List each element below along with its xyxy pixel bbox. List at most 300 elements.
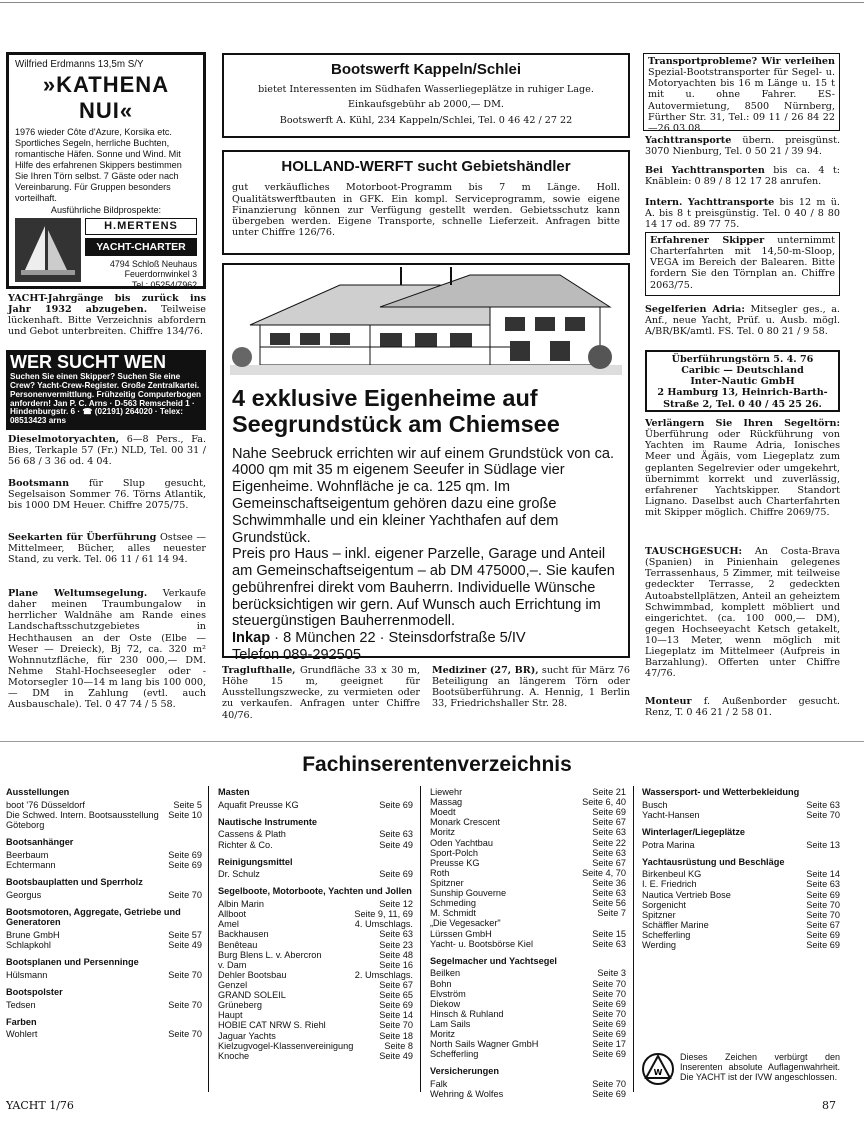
index-entry-page: Seite 14 bbox=[806, 869, 840, 880]
index-entry bbox=[430, 868, 626, 878]
index-entry-name: Sorgenicht bbox=[642, 899, 686, 910]
caribic-ad bbox=[645, 350, 840, 412]
index-entry-page: Seite 5 bbox=[173, 799, 202, 810]
index-entry-page: Seite 70 bbox=[806, 899, 840, 910]
inkap-name: Inkap bbox=[232, 630, 271, 647]
index-section-heading: Versicherungen bbox=[430, 1066, 499, 1077]
index-entry-page: Seite 69 bbox=[592, 807, 626, 818]
index-entry-page: Seite 70 bbox=[806, 809, 840, 820]
caribic-l4: 2 Hamburg 13, Heinrich-Barth-Straße 2, Tel. 0 40 / 45 25 26. bbox=[657, 387, 828, 410]
index-entry-name: Moritz bbox=[430, 827, 456, 838]
holland-ad bbox=[222, 150, 630, 255]
index-entry bbox=[642, 810, 840, 820]
skipper-ad bbox=[645, 232, 840, 296]
index-entry bbox=[6, 810, 202, 830]
caribic-l1: Überführungstörn 5. 4. 76 bbox=[671, 354, 814, 365]
index-entry-page: Seite 49 bbox=[168, 940, 202, 951]
index-entry-page: Seite 49 bbox=[379, 839, 413, 850]
index-entry-name: Spitzner bbox=[430, 877, 464, 888]
index-entry-page: Seite 49 bbox=[379, 1050, 413, 1061]
index-col-4 bbox=[642, 780, 840, 950]
index-entry-name: Burg Blens L. v. Abercron bbox=[218, 949, 322, 960]
kathena-title: »KATHENA NUI« bbox=[42, 72, 170, 123]
tausch-ad bbox=[645, 546, 840, 680]
index-entry-name: Moritz bbox=[430, 1029, 456, 1040]
mediziner-text: sucht für März 76 Beteiligung an längerem Törn oder Bootsüberführung. A. Hennig, 1 Berlin 33, Friedrichshaller Str. 28. bbox=[432, 665, 630, 710]
index-entry-name: North Sails Wagner GmbH bbox=[430, 1039, 539, 1050]
index-entry bbox=[430, 888, 626, 898]
index-entry-page: Seite 48 bbox=[379, 949, 413, 960]
index-entry-name: Lürssen GmbH bbox=[430, 928, 492, 939]
index-entry-page: Seite 69 bbox=[806, 889, 840, 900]
index-section-heading: Farben bbox=[6, 1016, 37, 1027]
index-entry-name: Beilken bbox=[430, 968, 461, 979]
adria-bold: Segelferien Adria: bbox=[645, 304, 745, 315]
index-section-heading: Yachtausrüstung und Beschläge bbox=[642, 856, 785, 867]
index-entry-page: Seite 69 bbox=[168, 859, 202, 870]
index-entry bbox=[642, 879, 840, 889]
index-entry-name: Bohn bbox=[430, 978, 452, 989]
kathena-body: 1976 wieder Côte d'Azure, Korsika etc. Sportliches Segeln, herrliche Buchten, romantische Häfen. Sonne und Wind. Mit Hilfe des erfahrenen Skippers bestimmen Sie Ihren Törn selbst. 7 Gäste oder nach Vereinbarung. Für Gruppen besonders vorteilhaft. bbox=[15, 127, 182, 203]
index-entry bbox=[218, 970, 413, 980]
diesel-text: 6—8 Pers., Fa. Bies, Terkaple 57 (Fr.) NLD, Tel. 00 31 / 56 68 / 3 36 od. 4 04. bbox=[8, 434, 206, 468]
index-entry bbox=[430, 939, 626, 949]
index-entry-page: Seite 3 bbox=[597, 968, 626, 979]
index-entry bbox=[218, 919, 413, 929]
index-entry-name: Wehring & Wolfes bbox=[430, 1089, 504, 1100]
index-section-heading: Wassersport- und Wetterbekleidung bbox=[642, 787, 800, 797]
index-entry-page: Seite 70 bbox=[379, 1020, 413, 1031]
index-entry-page: Seite 67 bbox=[592, 817, 626, 828]
mertens-logo-text: H.MERTENS bbox=[85, 218, 197, 235]
mediziner-bold: Mediziner (27, BR), bbox=[432, 665, 539, 676]
index-section-heading: Segelmacher und Yachtsegel bbox=[430, 955, 557, 966]
index-entry-name: Beerbaum bbox=[6, 849, 49, 860]
index-entry-page: Seite 70 bbox=[168, 969, 202, 980]
index-entry bbox=[430, 999, 626, 1009]
index-entry bbox=[430, 908, 626, 918]
index-entry bbox=[430, 968, 626, 978]
index-entry bbox=[430, 787, 626, 797]
index-section-heading: Ausstellungen bbox=[6, 787, 70, 797]
index-entry-page: Seite 69 bbox=[379, 799, 413, 810]
index-entry-page: Seite 63 bbox=[806, 799, 840, 810]
plane-bold: Plane Weltumsegelung. bbox=[8, 588, 148, 599]
index-entry bbox=[6, 860, 202, 870]
skipper-bold: Erfahrener Skipper bbox=[650, 235, 765, 246]
index-entry-name: Tedsen bbox=[6, 999, 36, 1010]
index-entry bbox=[218, 990, 413, 1000]
kathena-prospekt: Ausführliche Bildprospekte: bbox=[50, 204, 162, 215]
index-entry-page: Seite 17 bbox=[592, 1039, 626, 1050]
index-entry-page: Seite 21 bbox=[592, 787, 626, 797]
index-entry-name: Preusse KG bbox=[430, 857, 480, 868]
index-entry-page: Seite 70 bbox=[168, 1029, 202, 1040]
index-entry-page: Seite 23 bbox=[379, 939, 413, 950]
index-entry-page: Seite 65 bbox=[379, 990, 413, 1001]
index-entry-page: Seite 69 bbox=[592, 1029, 626, 1040]
index-entry bbox=[218, 840, 413, 850]
index-entry-name: Backhausen bbox=[218, 929, 269, 940]
index-entry-name: Kielzugvogel-Klassenvereinigung bbox=[218, 1040, 354, 1051]
chiemsee-body2: Preis pro Haus – inkl. eigener Parzelle, Garage und Anteil am Gemeinschaftseigentum – ab DM 475000,–. Sie kaufen gebührenfrei direkt vom Bauherrn. Individuelle Wünsche berücksichtigen wir gern. Auf Wunsch auch Errichtung im steuergünstigen Bauherrenmodell. bbox=[232, 546, 615, 630]
index-entry bbox=[642, 920, 840, 930]
index-col-3 bbox=[430, 780, 626, 1099]
index-section-heading: Masten bbox=[218, 787, 250, 797]
index-entry-page: Seite 16 bbox=[379, 959, 413, 970]
diesel-ad bbox=[8, 434, 206, 467]
index-entry-name: Busch bbox=[642, 799, 668, 810]
index-title: Fachinserentenverzeichnis bbox=[302, 753, 572, 776]
index-entry bbox=[642, 910, 840, 920]
index-entry-name: v. Dam bbox=[218, 959, 247, 970]
index-entry-name: Haupt bbox=[218, 1010, 243, 1021]
index-entry-page: Seite 13 bbox=[806, 839, 840, 850]
index-entry-page: Seite 10 bbox=[168, 809, 202, 820]
index-entry-name: HOBIE CAT NRW S. Riehl bbox=[218, 1020, 326, 1031]
index-entry-name: Benêteau bbox=[218, 939, 258, 950]
index-entry-page: Seite 8 bbox=[384, 1040, 413, 1051]
index-entry bbox=[430, 1079, 626, 1089]
index-entry bbox=[642, 890, 840, 900]
index-entry bbox=[430, 848, 626, 858]
index-entry bbox=[218, 829, 413, 839]
index-entry bbox=[6, 930, 202, 940]
index-entry-page: Seite 63 bbox=[592, 938, 626, 949]
index-entry bbox=[218, 940, 413, 950]
kappeln-ad bbox=[222, 53, 630, 138]
ivw-icon bbox=[642, 1052, 674, 1086]
index-entry bbox=[218, 929, 413, 939]
index-entry-name: GRAND SOLEIL bbox=[218, 990, 286, 1001]
index-entry-page: Seite 69 bbox=[379, 1000, 413, 1011]
diesel-bold: Dieselmotoryachten, bbox=[8, 434, 120, 445]
index-entry bbox=[642, 840, 840, 850]
index-entry-name: Sunship Gouverne bbox=[430, 888, 507, 899]
index-entry bbox=[218, 909, 413, 919]
index-entry bbox=[430, 898, 626, 908]
index-entry-page: Seite 69 bbox=[592, 1089, 626, 1100]
traglufthalle-bold: Traglufthalle, bbox=[222, 665, 296, 676]
index-entry-page: Seite 69 bbox=[592, 1018, 626, 1029]
yacht-jahrgaenge-text: Teilweise lückenhaft. Bitte Verzeichnis abfordern und Gebot unterbreiten. Chiffre 134/76. bbox=[8, 304, 206, 338]
index-entry-page bbox=[622, 918, 626, 928]
index-entry-name: Schefferling bbox=[642, 930, 691, 940]
footer-left: YACHT 1/76 bbox=[6, 1099, 74, 1112]
chiemsee-contact bbox=[232, 630, 620, 647]
index-section-heading: Winterlager/Liegeplätze bbox=[642, 826, 746, 837]
index-col-2 bbox=[218, 780, 413, 1061]
ivw-text: Dieses Zeichen verbürgt den Inserenten absolute Auflagenwahrheit. Die YACHT ist der IVW angeschlossen. bbox=[680, 1052, 840, 1083]
index-entry-name: Wohlert bbox=[6, 1029, 38, 1040]
index-entry-name: Albin Marin bbox=[218, 899, 264, 910]
house-illustration bbox=[230, 267, 622, 375]
index-entry-page: 2. Umschlags. bbox=[354, 969, 413, 980]
index-entry bbox=[642, 869, 840, 879]
index-entry-name: Hinsch & Ruhland bbox=[430, 1008, 504, 1019]
index-entry-page: Seite 70 bbox=[592, 1079, 626, 1090]
chiemsee-body: Nahe Seebruck errichten wir auf einem Grundstück von ca. 4000 qm mit 35 m eigenem Seeufer in Südlage vier Eigenheime. Wohnfläche je ca. 125 qm. Im Gemeinschaftseigentum gehören dazu eine große Schwimmhalle und ein kleiner Yachthafen auf dem Grundstück. bbox=[232, 445, 615, 546]
index-entry-name: Lam Sails bbox=[430, 1018, 471, 1029]
index-entry bbox=[430, 1029, 626, 1039]
transport-bold: Transportprobleme? Wir verleihen bbox=[648, 56, 835, 67]
index-entry-page: Seite 6, 40 bbox=[582, 797, 626, 808]
index-entry bbox=[430, 918, 626, 928]
yachttransporte-bold: Yachttransporte bbox=[645, 135, 732, 146]
index-entry-name: Richter & Co. bbox=[218, 839, 273, 850]
index-entry-name: Monark Crescent bbox=[430, 817, 500, 828]
seekarten-text: Ostsee — Mittelmeer, Bücher, alles neuester Stand, zu verk. Tel. 06 11 / 61 14 94. bbox=[8, 532, 206, 566]
index-entry-name: Die Schwed. Intern. Bootsausstellung Göteborg bbox=[6, 809, 159, 830]
index-entry-name: Hülsmann bbox=[6, 969, 48, 980]
index-entry-name: „Die Vegesacker" bbox=[430, 918, 501, 929]
index-entry-page: Seite 63 bbox=[379, 829, 413, 840]
wer-sucht-title: WER SUCHT WEN bbox=[10, 352, 166, 372]
caribic-l3: Inter-Nautic GmbH bbox=[690, 376, 795, 388]
index-entry bbox=[642, 900, 840, 910]
index-entry-page: Seite 56 bbox=[592, 898, 626, 909]
wer-sucht-ad bbox=[6, 350, 206, 430]
index-entry bbox=[6, 1000, 202, 1010]
index-section-heading: Bootsanhänger bbox=[6, 837, 74, 847]
bei-yacht-bold: Bei Yachttransporten bbox=[645, 165, 765, 176]
index-entry-page: Seite 15 bbox=[592, 928, 626, 939]
index-entry-page: Seite 69 bbox=[806, 930, 840, 940]
index-entry-name: Falk bbox=[430, 1079, 448, 1090]
index-entry bbox=[430, 929, 626, 939]
index-entry-page: Seite 63 bbox=[379, 929, 413, 940]
kathena-ad bbox=[6, 52, 206, 289]
index-entry bbox=[430, 989, 626, 999]
index-divider-3 bbox=[633, 786, 634, 1092]
yachttransporte-ad bbox=[645, 135, 840, 157]
intern-text: bis 12 m ü. A. bis 8 t preisgünstig. Tel. 0 40 / 8 80 14 17 od. 89 77 75. bbox=[645, 197, 840, 231]
index-entry-name: Knoche bbox=[218, 1050, 250, 1061]
chiemsee-headline: 4 exklusive Eigenheime auf Seegrundstück am Chiemsee bbox=[232, 385, 560, 438]
bei-yacht-text: bis ca. 4 t: Knäblein: 0 89 / 8 12 17 28 anrufen. bbox=[645, 165, 841, 188]
index-entry-page: Seite 70 bbox=[592, 978, 626, 989]
seekarten-bold: Seekarten für Überführung bbox=[8, 532, 157, 543]
mertens-charter: YACHT-CHARTER bbox=[85, 238, 197, 256]
index-entry bbox=[430, 1019, 626, 1029]
monteur-text: f. Außenborder gesucht. Renz, T. 0 46 21 / 2 58 01. bbox=[645, 696, 840, 719]
index-entry-name: Schmeding bbox=[430, 898, 476, 909]
index-entry-name: Genzel bbox=[218, 980, 248, 990]
bei-yachttransporten-ad bbox=[645, 165, 840, 187]
house-drawing-icon bbox=[230, 267, 622, 375]
index-divider-2 bbox=[420, 786, 421, 1092]
index-entry bbox=[430, 797, 626, 807]
index-entry-name: Grüneberg bbox=[218, 1000, 262, 1011]
traglufthalle-text: Grundfläche 33 x 30 m, Höhe 15 m, geeignet für Ausstellungszwecke, zu vermieten oder zu verkaufen. Anfragen unter Chiffre 40/76. bbox=[222, 665, 420, 721]
holland-body: gut verkäufliches Motorboot-Programm bis 7 m Länge. Holl. Qualitätswerftbauten in GFK. Ein kompl. Serviceprogramm, sowie eigene Finanzierung können zur Verfügung gestellt werden. Gebietsschutz kann übergeben werden. Eigene Transporte, schnelle Lieferzeit. Anfragen bitte unter Chiffre 126/76. bbox=[232, 182, 620, 238]
index-entry-page: Seite 70 bbox=[168, 889, 202, 900]
index-entry bbox=[218, 1010, 413, 1020]
intern-bold: Intern. Yachttransporte bbox=[645, 197, 775, 208]
inkap-addr: · 8 München 22 · Steinsdorfstraße 5/IV bbox=[270, 630, 526, 647]
top-rule bbox=[0, 2, 864, 3]
index-entry-page: Seite 57 bbox=[168, 930, 202, 941]
kappeln-title: Bootswerft Kappeln/Schlei bbox=[330, 61, 522, 78]
adria-text: Mitsegler ges., a. Anf., neue Yacht, Prüf. u. Ausb. mögl. A/BR/BK/amtl. FS. Tel. 0 80 21 / 9 58. bbox=[645, 304, 840, 338]
index-section-heading: Bootsmotoren, Aggregate, Getriebe und Generatoren bbox=[6, 906, 181, 928]
mertens-addr1: 4794 Schloß Neuhaus bbox=[109, 259, 197, 270]
index-entry bbox=[642, 800, 840, 810]
index-entry bbox=[218, 1041, 413, 1051]
index-entry bbox=[430, 838, 626, 848]
index-entry-name: M. Schmidt bbox=[430, 908, 476, 919]
chiemsee-ad bbox=[222, 263, 630, 663]
index-entry bbox=[430, 878, 626, 888]
index-section-heading: Reinigungsmittel bbox=[218, 856, 293, 867]
index-section-heading: Segelboote, Motorboote, Yachten und Jollen bbox=[218, 886, 412, 897]
index-entry-page: Seite 67 bbox=[806, 919, 840, 930]
chiemsee-tel: Telefon 089-292505 bbox=[232, 647, 362, 663]
yachttransporte-text: übern. preisgünst. 3070 Nienburg, Tel. 0 50 21 / 39 94. bbox=[645, 135, 840, 158]
index-entry-page: Seite 70 bbox=[806, 909, 840, 920]
index-entry bbox=[430, 817, 626, 827]
index-entry-page: Seite 69 bbox=[168, 849, 202, 860]
index-entry-page: Seite 14 bbox=[379, 1010, 413, 1021]
index-entry bbox=[430, 1049, 626, 1059]
index-section-heading: Nautische Instrumente bbox=[218, 816, 318, 827]
adria-ad bbox=[645, 304, 840, 337]
kappeln-line2: Einkaufsgebühr ab 2000,— DM. bbox=[348, 98, 504, 110]
index-rule bbox=[0, 741, 864, 742]
index-entry-name: Birkenbeul KG bbox=[642, 869, 702, 880]
index-entry-page: Seite 63 bbox=[806, 879, 840, 890]
index-entry bbox=[218, 1000, 413, 1010]
index-entry bbox=[218, 899, 413, 909]
index-entry-name: Diekow bbox=[430, 998, 461, 1009]
index-entry bbox=[6, 1029, 202, 1039]
kappeln-line1: bietet Interessenten im Südhafen Wasserliegeplätze in ruhiger Lage. bbox=[258, 84, 594, 96]
index-entry-page: 4. Umschlags. bbox=[354, 919, 413, 930]
ivw-block bbox=[642, 1052, 840, 1086]
mediziner-ad bbox=[432, 665, 630, 710]
index-entry bbox=[430, 858, 626, 868]
index-entry-name: Aquafit Preusse KG bbox=[218, 799, 299, 810]
index-entry-name: Jaguar Yachts bbox=[218, 1030, 276, 1041]
index-entry-name: Werding bbox=[642, 940, 677, 951]
index-entry bbox=[218, 1051, 413, 1061]
index-entry-name: Schlapkohl bbox=[6, 940, 51, 951]
index-entry bbox=[218, 869, 413, 879]
bootsmann-text: für Slup gesucht, Segelsaison Sommer 76. Törns Atlantik, bis 1000 DM Heuer. Chiffre 2075/75. bbox=[8, 478, 206, 512]
yacht-jahrgaenge-bold: YACHT-Jahrgänge bis zurück ins Jahr 1932 abzugeben. bbox=[8, 293, 206, 316]
index-entry-page: Seite 69 bbox=[592, 998, 626, 1009]
mertens-logo bbox=[15, 218, 197, 290]
index-entry bbox=[218, 1020, 413, 1030]
index-entry-page: Seite 67 bbox=[379, 980, 413, 990]
yacht-jahrgaenge-ad bbox=[8, 293, 206, 338]
index-entry-page: Seite 7 bbox=[597, 908, 626, 919]
index-entry-page: Seite 12 bbox=[379, 899, 413, 910]
index-entry bbox=[218, 980, 413, 990]
index-entry-name: Schefferling bbox=[430, 1049, 479, 1060]
wer-sucht-body: Suchen Sie einen Skipper? Suchen Sie eine Crew? Yacht-Crew-Register. Große Zentralkartei. Personenvermittlung. Frühzeitig Computerbogen anfordern! Jan P. C. Arns · D-563 Remscheid 1 · Hindenburgstr. 6 · ☎ (02191) 264020 · Telex: 08513423 arns bbox=[10, 372, 202, 426]
index-entry bbox=[430, 1089, 626, 1099]
index-entry-name: Nautica Vertrieb Bose bbox=[642, 889, 731, 900]
tausch-text: An Costa-Brava (Spanien) in Pinienhain gelegenes Terrassenhaus, 5 Zimmer, mit teilweise gedeckter Terrasse, 2 gedeckten Autoabstellplätzen, Anteil an geheiztem Schwimmbad, komplett möbliert und eingerichtet. (ca. 100 000,— DM), gegen Hochseeyacht Ketsch getakelt, 10—13 Meter, wenn möglich mit Liegeplatz im Mittelmeer (Aufpreis in Barzahlung). Offerten unter Chiffre 47/76. bbox=[645, 546, 840, 680]
plane-text: Verkaufe daher meinen Traumbungalow in herrlicher Waldnähe am Rande eines Landschaftsschutzgebietes in Hechthausen an der Oste (Elbe — Weser — Dreieck), Bj 72, ca. 320 m² Wohnnutzfläche, für 230 000,— DM. Nehme Stahl-Hochseesegler oder -Motorsegler 10—14 m lang bis 100 000,— DM in Zahlung (evtl. auch Ausbauschale). Tel. 0 47 74 / 5 58. bbox=[8, 588, 206, 711]
index-entry-page: Seite 36 bbox=[592, 877, 626, 888]
index-entry-page: Seite 70 bbox=[168, 999, 202, 1010]
index-entry-name: Dehler Bootsbau bbox=[218, 969, 287, 980]
index-entry bbox=[430, 807, 626, 817]
index-entry-name: Dr. Schulz bbox=[218, 869, 260, 880]
index-entry-page: Seite 67 bbox=[592, 857, 626, 868]
holland-title: HOLLAND-WERFT sucht Gebietshändler bbox=[281, 158, 571, 175]
index-entry-name: Schäffler Marine bbox=[642, 919, 709, 930]
index-entry bbox=[218, 800, 413, 810]
kathena-line1: Wilfried Erdmanns 13,5m S/Y bbox=[15, 59, 144, 70]
index-entry-name: Sport-Polch bbox=[430, 847, 479, 858]
index-entry-name: I. E. Friedrich bbox=[642, 879, 697, 890]
monteur-ad bbox=[645, 696, 840, 718]
seekarten-ad bbox=[8, 532, 206, 565]
index-entry-name: Yacht-Hansen bbox=[642, 809, 700, 820]
index-entry bbox=[6, 800, 202, 810]
plane-ad bbox=[8, 588, 206, 710]
index-entry bbox=[642, 930, 840, 940]
index-entry-page: Seite 69 bbox=[379, 869, 413, 880]
index-entry-name: Yacht- u. Bootsbörse Kiel bbox=[430, 938, 533, 949]
index-entry bbox=[642, 940, 840, 950]
index-entry-name: Elvström bbox=[430, 988, 466, 999]
transport-ad bbox=[643, 53, 840, 134]
index-entry-name: Cassens & Plath bbox=[218, 829, 286, 840]
index-entry bbox=[6, 890, 202, 900]
index-entry-name: Brune GmbH bbox=[6, 930, 60, 941]
verlaengern-text: Überführung oder Rückführung von Yachten im Raume Adria, Ionisches Meer und Ägäis, vom Liegeplatz zum geplanten Segelrevier oder umgekehrt, übernimmt korrekt und zuverlässig, erfahrener Yachtskipper. Standort Lignano. Daselbst auch Charterfahrten mit Skipper möglich. Chiffre 2069/75. bbox=[645, 429, 840, 518]
kappeln-line3: Bootswerft A. Kühl, 234 Kappeln/Schlei, Tel. 0 46 42 / 27 22 bbox=[279, 114, 573, 126]
index-entry bbox=[6, 850, 202, 860]
intern-transporte-ad bbox=[645, 197, 840, 230]
index-section-heading: Bootsbauplatten und Sperrholz bbox=[6, 876, 143, 887]
mertens-photo bbox=[15, 218, 81, 282]
index-entry-page: Seite 4, 70 bbox=[582, 867, 626, 878]
index-entry bbox=[430, 1009, 626, 1019]
index-entry-page: Seite 18 bbox=[379, 1030, 413, 1041]
index-col-1 bbox=[6, 780, 202, 1040]
monteur-bold: Monteur bbox=[645, 696, 692, 707]
index-entry bbox=[6, 940, 202, 950]
index-entry bbox=[430, 827, 626, 837]
index-entry-name: boot '76 Düsseldorf bbox=[6, 799, 85, 810]
index-section-heading: Bootsplanen und Persenninge bbox=[6, 957, 139, 968]
index-entry bbox=[218, 1031, 413, 1041]
index-entry-page: Seite 22 bbox=[592, 837, 626, 848]
verlaengern-ad bbox=[645, 418, 840, 518]
svg-text:W: W bbox=[653, 1068, 663, 1077]
index-entry-page: Seite 70 bbox=[592, 988, 626, 999]
index-entry-page: Seite 63 bbox=[592, 888, 626, 899]
index-entry-name: Moedt bbox=[430, 807, 456, 818]
index-entry bbox=[218, 950, 413, 960]
index-entry-name: Potra Marina bbox=[642, 839, 695, 850]
mertens-addr2: Feuerdornwinkel 3 bbox=[124, 269, 197, 280]
index-section-heading: Bootspolster bbox=[6, 987, 63, 998]
index-entry-name: Roth bbox=[430, 867, 450, 878]
index-entry bbox=[430, 979, 626, 989]
index-entry-name: Liewehr bbox=[430, 787, 463, 797]
verlaengern-bold: Verlängern Sie Ihren Segeltörn: bbox=[645, 418, 840, 429]
footer-right: 87 bbox=[822, 1099, 836, 1112]
index-entry-page: Seite 69 bbox=[592, 1049, 626, 1060]
bootsmann-bold: Bootsmann bbox=[8, 478, 70, 489]
index-entry bbox=[6, 970, 202, 980]
